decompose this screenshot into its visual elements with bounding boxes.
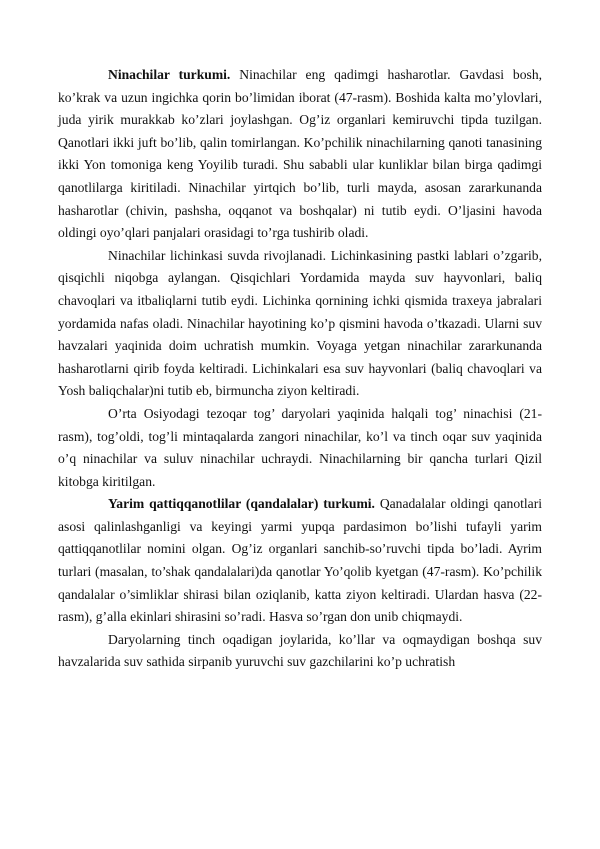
section-heading: Ninachilar turkumi.	[108, 67, 231, 82]
paragraph-text: Qanadalalar oldingi qanotlari asosi qalinlashganligi va keyingi yarmi yupqa pardasimon bo’lishi tufayli yarim qattiqqanotlilar nomini olgan. Og’iz organlari sanchib-so’ruvchi tipda bo’ladi. Ayrim turlari (masalan, to’shak qandalalari)da qanotlar Yo’qolib kyetgan (47-rasm). Ko’pchilik qandalalar o’simliklar shirasi bilan oziqlanib, katta ziyon keltiradi. Ulardan hasva (22-rasm), g’alla ekinlari shirasini so’radi. Hasva so’rgan don unib chiqmaydi.	[58, 496, 543, 625]
paragraph-water-striders	[58, 629, 542, 674]
paragraph-hemiptera	[58, 493, 542, 629]
paragraph-text: Ninachilar eng qadimgi hasharotlar. Gavdasi bosh, ko’krak va uzun ingichka qorin bo’limidan iborat (47-rasm). Boshida kalta mo’ylovlari, juda yirik murakkab ko’zlari joylashgan. Og’iz organlari kemiruvchi tipda tuzilgan. Qanotlari ikki juft bo’lib, qalin tomirlangan. Ko’pchilik ninachilarning qanoti tanasining ikki Yon tomoniga keng Yoyilib turadi. Shu sababli ular kunliklar bilan birga qadimgi qanotlilarga kiritiladi. Ninachilar yirtqich bo’lib, turli mayda, asosan zararkunanda hasharotlar (chivin, pashsha, oqqanot va boshqalar) ni tutib eydi. O’ljasini havoda oldingi oyo’qlari panjalari orasidagi to’rga tushirib oladi.	[58, 67, 543, 241]
paragraph-text: Daryolarning tinch oqadigan joylarida, ko’llar va oqmaydigan boshqa suv havzalarida suv sathida sirpanib yuruvchi suv gazchilarini ko’p uchratish	[58, 631, 542, 670]
paragraph-larvae	[58, 245, 542, 403]
paragraph-text: Ninachilar lichinkasi suvda rivojlanadi. Lichinkasining pastki lablari o’zgarib, qisqichli niqobga aylangan. Qisqichlari Yordamida mayda suv hayvonlari, baliq chavoqlari va itbaliqlarni tutib eydi. Lichinka qornining ichki qismida traxeya jabralari yordamida nafas oladi. Ninachilar hayotining ko’p qismini havoda o’tkazadi. Ularni suv havzalari yaqinida doim uchratish mumkin. Voyaga yetgan ninachilar zararkunanda hasharotlarni qirib foyda keltiradi. Lichinkalari esa suv hayvonlari (baliq chavoqlari va Yosh baliqchalar)ni tutib eb, birmuncha ziyon keltiradi.	[58, 247, 542, 399]
paragraph-text: O’rta Osiyodagi tezoqar tog’ daryolari yaqinida halqali tog’ ninachisi (21-rasm), tog’oldi, tog’li mintaqalarda zangori ninachilar, ko’l va tinch oqar suv yaqinida o’q ninachilar va suluv ninachilar uchraydi. Ninachilarning bir qancha turlari Qizil kitobga kiritilgan.	[58, 405, 542, 489]
paragraph-central-asia	[58, 403, 542, 493]
paragraph-dragonflies	[58, 64, 542, 245]
document-page	[58, 64, 542, 674]
section-heading: Yarim qattiqqanotlilar (qandalalar) turkumi.	[108, 496, 375, 512]
